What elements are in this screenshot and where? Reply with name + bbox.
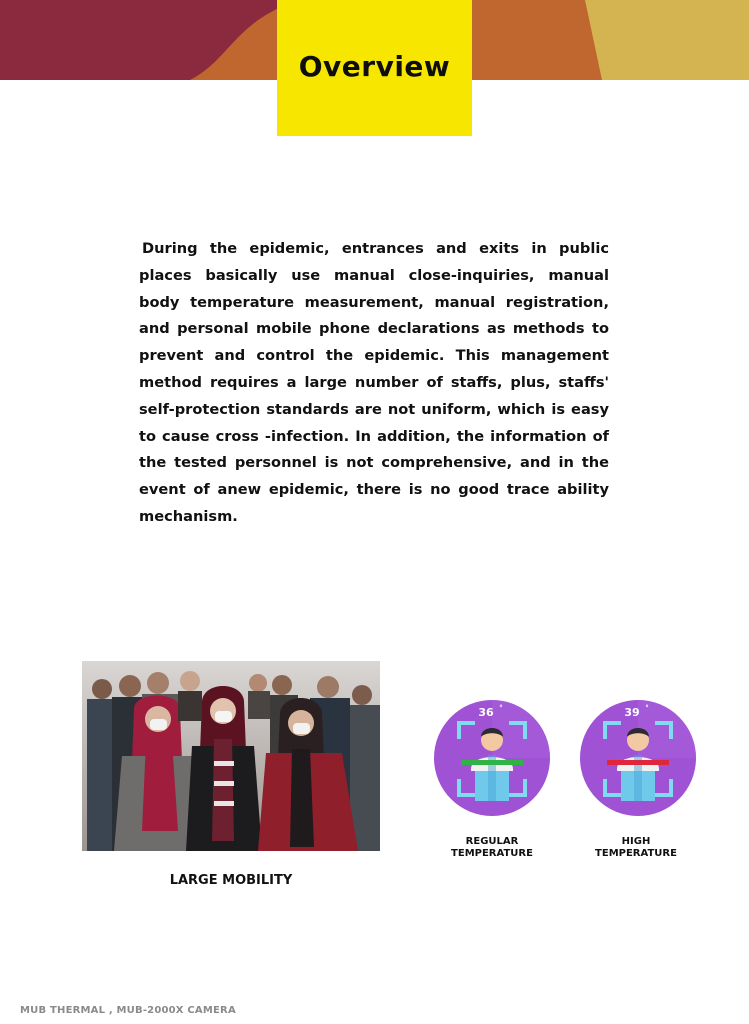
label-line: TEMPERATURE — [595, 848, 677, 859]
high-temperature-icon — [579, 699, 697, 817]
degree-text: ° — [645, 704, 649, 712]
reading-text: 39 — [624, 706, 640, 719]
regular-temperature-label — [427, 836, 557, 860]
photo-caption: LARGE MOBILITY — [169, 873, 293, 888]
reading-text: 36 — [478, 706, 494, 719]
title-box — [277, 0, 472, 136]
regular-temperature-icon — [433, 699, 551, 817]
high-temperature-label — [571, 836, 701, 860]
overview-paragraph: During the epidemic, entrances and exits in public places basically use manual close-inquiries, manual body temperature measurement, manual registration, and personal mobile phone declarations as methods to prevent and control the epidemic. This management method requires a large number of staffs, plus, staffs' self-protection standards are not uniform, which is easy to cause cross -infection. In addition, the information of the tested personnel is not comprehensive, and in the event of anew epidemic, there is no good trace ability mechanism. — [139, 240, 609, 525]
crowd-photo — [82, 661, 380, 851]
thermal-scan-icon — [579, 699, 697, 817]
label-line: HIGH — [621, 836, 651, 847]
degree-text: ° — [499, 704, 503, 712]
label-line: REGULAR — [465, 836, 519, 847]
page-title: Overview — [298, 49, 451, 83]
footer-text: MUB THERMAL , MUB-2000X CAMERA — [20, 1005, 236, 1016]
thermal-scan-icon — [433, 699, 551, 817]
crowd-illustration — [82, 661, 380, 851]
label-line: TEMPERATURE — [451, 848, 533, 859]
